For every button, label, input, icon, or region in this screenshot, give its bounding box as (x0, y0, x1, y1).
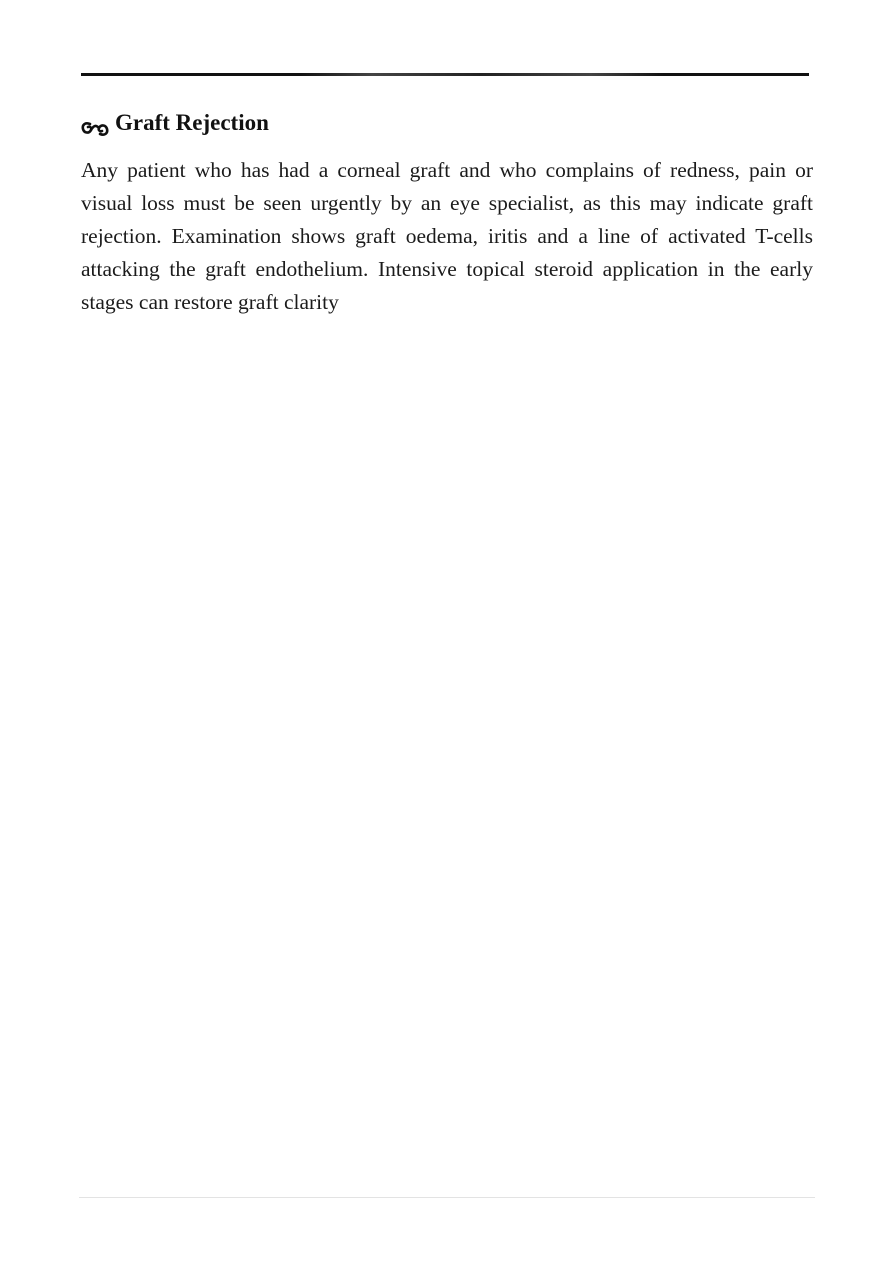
section-heading (81, 108, 813, 138)
bottom-divider (79, 1197, 815, 1198)
top-divider (81, 73, 809, 76)
ornament-swirl-icon (81, 115, 109, 131)
section-title: Graft Rejection (115, 110, 269, 135)
section-body: Any patient who has had a corneal graft and who complains of redness, pain or visual loss must be seen urgently by an eye specialist, as this may indicate graft rejection. Examination shows graft oedema, iritis and a line of activated T-cells attacking the graft endothelium. Intensive topical steroid application in the early stages can restore graft clarity (81, 158, 813, 314)
section-graft-rejection (81, 108, 813, 319)
